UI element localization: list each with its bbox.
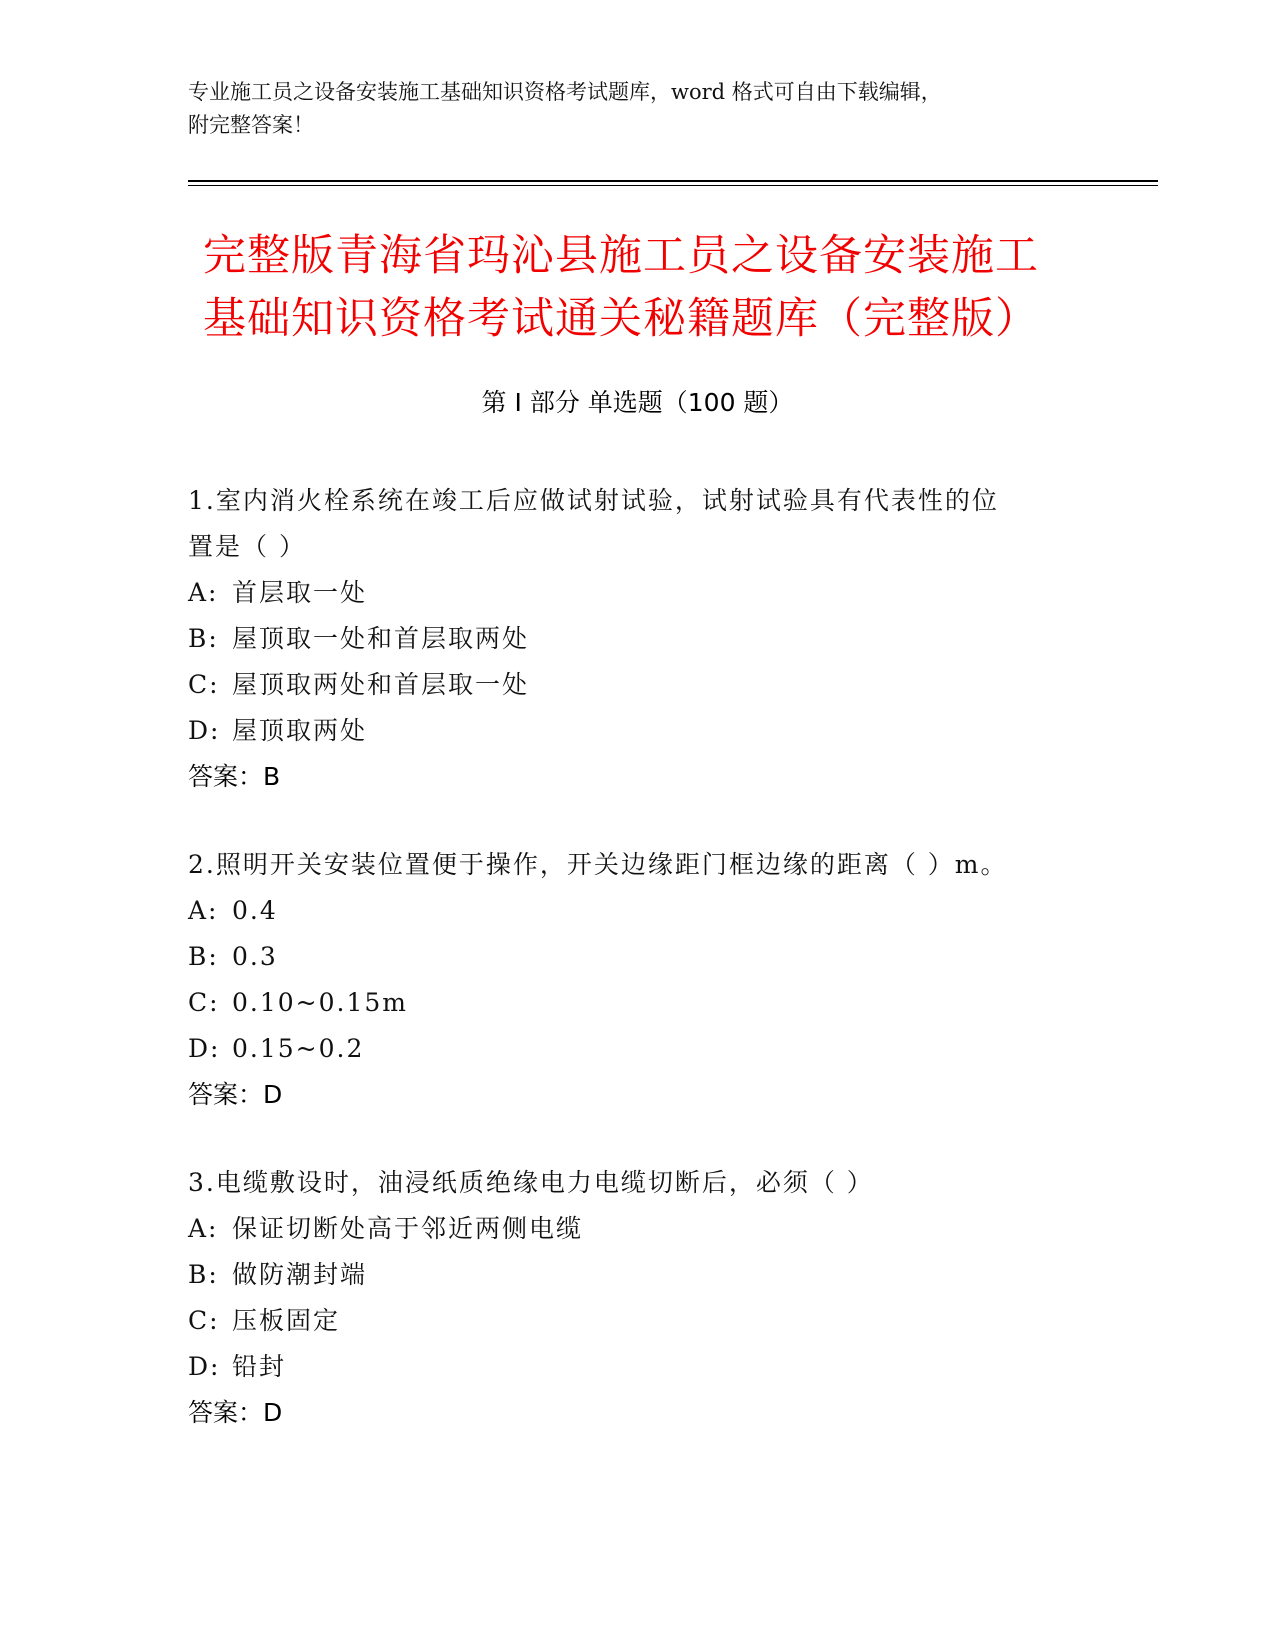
option-key: C:: [188, 1306, 220, 1335]
question-stem: 2.照明开关安装位置便于操作，开关边缘距门框边缘的距离（ ）m。: [188, 850, 1008, 879]
option-key: B:: [188, 942, 219, 971]
question-stem-continued: 置是（ ）: [188, 532, 306, 561]
option-b: [188, 1252, 1088, 1298]
option-b: [188, 616, 1088, 662]
header-divider-thick: [188, 180, 1158, 182]
question-2: [188, 842, 1088, 1118]
option-c: [188, 662, 1088, 708]
option-c: [188, 1298, 1088, 1344]
answer: 答案：B: [188, 762, 281, 791]
option-text: 做防潮封端: [232, 1260, 368, 1289]
option-key: A:: [188, 578, 219, 607]
page-header: [188, 76, 1088, 142]
answer: 答案：D: [188, 1080, 283, 1109]
option-key: D:: [188, 716, 221, 745]
title-line-1: 完整版青海省玛沁县施工员之设备安装施工: [203, 231, 1039, 281]
option-text: 0.3: [232, 942, 278, 971]
option-d: [188, 1344, 1088, 1390]
option-a: [188, 570, 1088, 616]
header-line-1: 专业施工员之设备安装施工基础知识资格考试题库，word 格式可自由下载编辑，: [188, 80, 942, 104]
answer: 答案：D: [188, 1398, 283, 1427]
option-text: 压板固定: [232, 1306, 341, 1335]
option-key: D:: [188, 1352, 221, 1381]
section-title: 第 I 部分 单选题（100 题）: [481, 388, 794, 417]
question-stem: 1.室内消火栓系统在竣工后应做试射试验，试射试验具有代表性的位: [188, 486, 999, 515]
option-text: 铅封: [232, 1352, 287, 1381]
document-title: [203, 225, 1203, 351]
option-text: 屋顶取一处和首层取两处: [232, 624, 530, 653]
title-line-2: 基础知识资格考试通关秘籍题库（完整版）: [203, 294, 1039, 344]
option-key: A:: [188, 1214, 219, 1243]
question-list: [188, 478, 1088, 1478]
option-text: 屋顶取两处和首层取一处: [232, 670, 530, 699]
option-b: [188, 934, 1088, 980]
option-text: 保证切断处高于邻近两侧电缆: [232, 1214, 584, 1243]
option-text: 首层取一处: [232, 578, 368, 607]
option-d: [188, 1026, 1088, 1072]
option-key: D:: [188, 1034, 221, 1063]
option-a: [188, 1206, 1088, 1252]
question-stem: 3.电缆敷设时，油浸纸质绝缘电力电缆切断后，必须（ ）: [188, 1168, 874, 1197]
option-text: 0.4: [232, 896, 278, 925]
option-key: C:: [188, 670, 220, 699]
option-text: 0.15~0.2: [232, 1034, 365, 1063]
option-c: [188, 980, 1088, 1026]
question-3: [188, 1160, 1088, 1436]
header-divider-thin: [188, 185, 1158, 186]
option-text: 屋顶取两处: [232, 716, 368, 745]
option-key: B:: [188, 1260, 219, 1289]
question-1: [188, 478, 1088, 800]
option-a: [188, 888, 1088, 934]
header-line-2: 附完整答案！: [188, 113, 314, 137]
option-d: [188, 708, 1088, 754]
option-key: C:: [188, 988, 220, 1017]
option-key: B:: [188, 624, 219, 653]
option-key: A:: [188, 896, 219, 925]
option-text: 0.10~0.15m: [232, 988, 408, 1017]
